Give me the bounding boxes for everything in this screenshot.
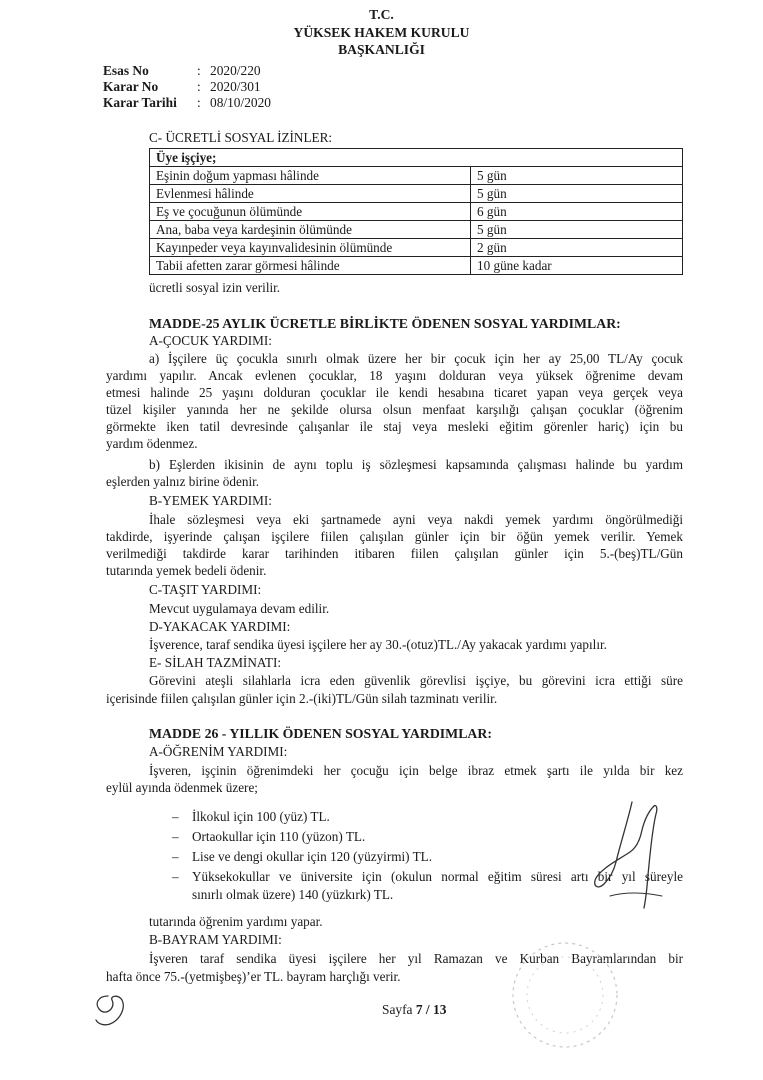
bayram-line1: İşveren taraf sendika üyesi işçilere her yıl Ramazan ve Kurban Bayramlarından bir <box>149 951 683 966</box>
header-tc: T.C. <box>369 7 394 22</box>
ogrenim-title: A-ÖĞRENİM YARDIMI: <box>149 744 288 759</box>
izin-days: 5 gün <box>471 167 683 185</box>
tasit-title: C-TAŞIT YARDIMI: <box>149 582 262 597</box>
esas-label: Esas No <box>103 63 149 78</box>
tarih-value: 08/10/2020 <box>210 95 272 110</box>
izin-after-text: ücretli sosyal izin verilir. <box>149 280 281 295</box>
table-row <box>150 239 683 257</box>
yakacak-line1: İşverence, taraf sendika üyesi işçilere her ay 30.-(otuz)TL./Ay yakacak yardımı yapılır. <box>149 637 607 652</box>
tarih-label: Karar Tarihi <box>103 95 177 110</box>
table-row <box>150 257 683 275</box>
ogrenim-line2: eylül ayında ödenmek üzere; <box>106 780 258 795</box>
yakacak-title: D-YAKACAK YARDIMI: <box>149 619 291 634</box>
karar-value: 2020/301 <box>210 79 261 94</box>
yemek-line4: tutarında yemek bedeli ödenir. <box>106 563 267 578</box>
page-label: Sayfa <box>382 1002 413 1017</box>
tasit-line1: Mevcut uygulamaya devam edilir. <box>149 601 330 616</box>
izin-days: 6 gün <box>471 203 683 221</box>
izin-event: Ana, baba veya kardeşinin ölümünde <box>150 221 471 239</box>
list-item-continued: sınırlı olmak üzere) 140 (yüzkırk) TL. <box>192 887 394 902</box>
header-court: YÜKSEK HAKEM KURULU <box>293 25 470 40</box>
izin-days: 5 gün <box>471 185 683 203</box>
izin-event: Tabii afetten zarar görmesi hâlinde <box>150 257 471 275</box>
ogrenim-after-text: tutarında öğrenim yardımı yapar. <box>149 914 323 929</box>
cocuk-a-line5: görmekte iken tatil devresinde çalışanlar ile staj veya mesleki eğitim görenler hariç) için bu <box>106 419 683 434</box>
silah-line2: içerisinde fiilen çalışılan günler için 2.-(iki)TL/Gün silah tazminatı verilir. <box>106 691 498 706</box>
handwritten-signature <box>570 800 680 910</box>
cocuk-a-line4: tüzel kişiler yanında her ne şekilde olursa olsun menfaat karşılığı çalışan çocuklar (öğrenim <box>106 402 683 417</box>
izin-days: 5 gün <box>471 221 683 239</box>
silah-title: E- SİLAH TAZMİNATI: <box>149 655 282 670</box>
izin-table <box>149 148 683 275</box>
table-row <box>150 185 683 203</box>
cocuk-b-line1: b) Eşlerden ikisinin de aynı toplu iş sözleşmesi kapsamında çalışması halinde bu yardım <box>149 457 683 472</box>
cocuk-a-line3: etmesi halinde 25 yaşını dolduran çocuklar ile kendi hesabına ticaret yapan veya gerçek veya <box>106 385 683 400</box>
bayram-title: B-BAYRAM YARDIMI: <box>149 932 282 947</box>
karar-colon: : <box>197 79 201 94</box>
list-dash: – <box>172 829 179 844</box>
izin-table-header-cell: Üye işçiye; <box>150 149 683 167</box>
ogrenim-line1: İşveren, işçinin öğrenimdeki her çocuğu için belge ibraz etmek şartı ile yılda bir kez <box>149 763 683 778</box>
cocuk-a-line6: yardım ödenmez. <box>106 436 198 451</box>
page-separator: / <box>425 1002 430 1017</box>
izin-days: 10 güne kadar <box>471 257 683 275</box>
page-number <box>382 1002 446 1018</box>
table-row <box>150 221 683 239</box>
esas-value: 2020/220 <box>210 63 261 78</box>
izin-event: Kayınpeder veya kayınvalidesinin ölümünde <box>150 239 471 257</box>
madde25-title: MADDE-25 AYLIK ÜCRETLE BİRLİKTE ÖDENEN SOSYAL YARDIMLAR: <box>149 316 621 331</box>
yemek-line1: İhale sözleşmesi veya eki şartnamede ayni veya nakdi yemek yardımı öngörülmediği <box>149 512 683 527</box>
list-dash: – <box>172 869 179 884</box>
cocuk-a-line2: yardımı yapılır. Ancak evlenen çocuklar, 18 yaşını dolduran veya yüksek öğrenime devam <box>106 368 683 383</box>
table-row <box>150 203 683 221</box>
cocuk-a-line1: a) İşçilere üç çocukla sınırlı olmak üzere her bir çocuk için her ay 25,00 TL/Ay çocuk <box>149 351 683 366</box>
izin-section-title: C- ÜCRETLİ SOSYAL İZİNLER: <box>149 130 333 145</box>
izin-table-header <box>150 149 683 167</box>
izin-event: Eş ve çocuğunun ölümünde <box>150 203 471 221</box>
izin-event: Eşinin doğum yapması hâlinde <box>150 167 471 185</box>
yemek-title: B-YEMEK YARDIMI: <box>149 493 272 508</box>
esas-colon: : <box>197 63 201 78</box>
yemek-line2: takdirde, işyerinde çalışan işçilere fiilen çalışılan günler için bir öğün yemek verilir. Yemek <box>106 529 683 544</box>
list-item: İlkokul için 100 (yüz) TL. <box>192 809 330 824</box>
list-item: Yüksekokullar ve üniversite için (okulun normal eğitim süresi artı bir yıl süreyle <box>192 869 683 884</box>
header-presidency: BAŞKANLIĞI <box>338 42 425 57</box>
izin-days: 2 gün <box>471 239 683 257</box>
izin-event: Evlenmesi hâlinde <box>150 185 471 203</box>
karar-label: Karar No <box>103 79 159 94</box>
list-item: Ortaokullar için 110 (yüzon) TL. <box>192 829 366 844</box>
list-item: Lise ve dengi okullar için 120 (yüzyirmi) TL. <box>192 849 433 864</box>
bayram-line2: hafta önce 75.-(yetmişbeş)’er TL. bayram harçlığı verir. <box>106 969 401 984</box>
tarih-colon: : <box>197 95 201 110</box>
silah-line1: Görevini ateşli silahlarla icra eden güvenlik görevlisi işçiye, bu görevini icra ettiği süre <box>149 673 683 688</box>
table-row <box>150 167 683 185</box>
page-current: 7 <box>415 1002 423 1017</box>
official-stamp <box>505 935 625 1055</box>
cocuk-title: A-ÇOCUK YARDIMI: <box>149 333 272 348</box>
yemek-line3: verilmediği takdirde karar tarihinden itibaren fiilen çalışılan günler için 5.-(beş)TL/Gün <box>106 546 683 561</box>
page-total: 13 <box>433 1002 447 1017</box>
list-dash: – <box>172 809 179 824</box>
cocuk-b-line2: eşlerden yalnız birine ödenir. <box>106 474 260 489</box>
madde26-title: MADDE 26 - YILLIK ÖDENEN SOSYAL YARDIMLAR: <box>149 726 492 741</box>
list-dash: – <box>172 849 179 864</box>
paraph-signature <box>88 990 138 1030</box>
